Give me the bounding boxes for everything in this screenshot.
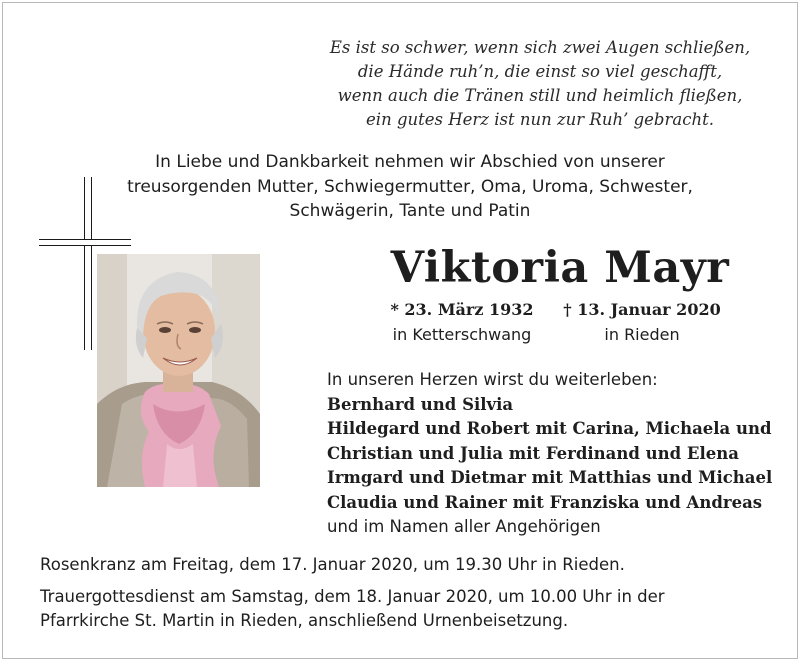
family-closing: und im Namen aller Angehörigen — [327, 517, 601, 536]
death-info — [542, 299, 742, 347]
family-member: Irmgard und Dietmar mit Matthias und Michael — [327, 468, 773, 487]
rosary-line: Rosenkranz am Freitag, dem 17. Januar 2020, um 19.30 Uhr in Rieden. — [40, 555, 625, 574]
service-info — [40, 553, 780, 634]
birth-place: in Ketterschwang — [392, 325, 532, 344]
death-place: in Rieden — [604, 325, 680, 344]
poem-line: ein gutes Herz ist nun zur Ruh’ gebracht. — [366, 110, 714, 129]
cross-icon — [84, 177, 92, 350]
poem — [300, 36, 780, 132]
deceased-name: Viktoria Mayr — [390, 243, 730, 293]
intro-line: treusorgenden Mutter, Schwiegermutter, Oma, Uroma, Schwester, — [127, 176, 693, 197]
poem-line: wenn auch die Tränen still und heimlich fließen, — [337, 86, 743, 105]
birth-date: * 23. März 1932 — [390, 300, 534, 319]
intro-line: In Liebe und Dankbarkeit nehmen wir Abschied von unserer — [155, 152, 665, 172]
intro-line: Schwägerin, Tante und Patin — [289, 201, 531, 221]
family-member: Claudia und Rainer mit Franziska und Andreas — [327, 492, 763, 512]
family-intro: In unseren Herzen wirst du weiterleben: — [327, 370, 658, 389]
life-dates — [362, 299, 742, 349]
farewell-intro — [60, 150, 760, 224]
funeral-line: Trauergottesdienst am Samstag, dem 18. Januar 2020, um 10.00 Uhr in der — [40, 586, 665, 606]
poem-line: die Hände ruh’n, die einst so viel geschafft, — [357, 62, 723, 81]
poem-line: Es ist so schwer, wenn sich zwei Augen schließen, — [329, 38, 751, 57]
family-member: Bernhard und Silvia — [327, 394, 514, 414]
funeral-line: Pfarrkirche St. Martin in Rieden, anschließend Urnenbeisetzung. — [40, 611, 569, 630]
birth-info — [362, 299, 562, 347]
family-member: Christian und Julia mit Ferdinand und Elena — [327, 443, 739, 463]
family-member: Hildegard und Robert mit Carina, Michaela und — [327, 419, 772, 438]
death-date: † 13. Januar 2020 — [563, 300, 721, 319]
family-list — [327, 368, 787, 540]
portrait-photo — [97, 254, 260, 487]
